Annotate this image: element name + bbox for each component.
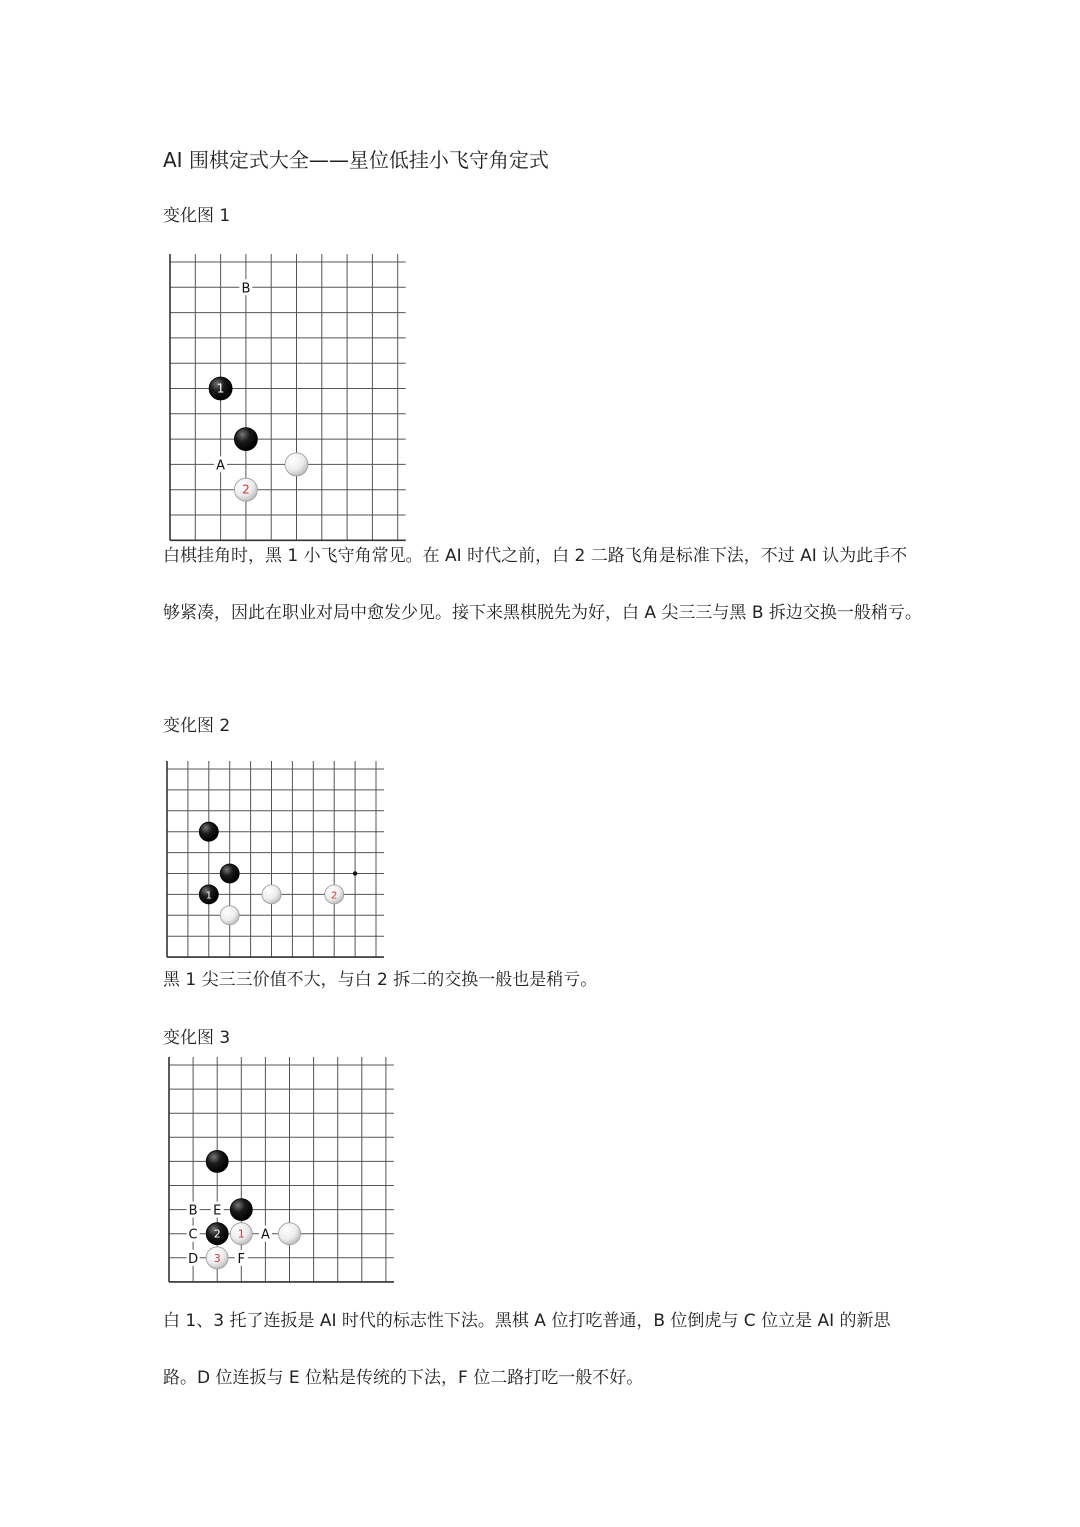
board-mark-c: C — [188, 1227, 198, 1243]
black-stone — [199, 822, 218, 841]
move-number: 2 — [331, 890, 338, 902]
board-mark-e: E — [213, 1203, 222, 1219]
white-stone — [262, 885, 281, 904]
board-mark-a: A — [216, 458, 226, 474]
black-stone — [220, 864, 239, 883]
white-stone — [285, 453, 308, 476]
figure-1-caption: 白棋挂角时，黑 1 小飞守角常见。在 AI 时代之前，白 2 二路飞角是标准下法，不过 AI 认为此手不够紧凑，因此在职业对局中愈发少见。接下来黑棋脱先为好，白 A 尖三三与黑 B 拆边交换一般稍亏。 — [163, 546, 922, 623]
go-board-figure-2 — [150, 750, 400, 950]
move-number: 2 — [242, 482, 250, 497]
black-stone — [234, 428, 257, 451]
move-number: 1 — [205, 890, 212, 902]
black-stone — [206, 1150, 228, 1172]
figure-1-label: 变化图 1 — [163, 206, 231, 226]
white-stone — [220, 906, 239, 925]
board-mark-b: B — [188, 1203, 198, 1219]
board-mark-f: F — [237, 1251, 246, 1267]
white-stone — [279, 1223, 301, 1245]
black-stone — [230, 1199, 252, 1221]
figure-2-caption: 黑 1 尖三三价值不大，与白 2 拆二的交换一般也是稍亏。 — [163, 970, 598, 990]
board-mark-b: B — [241, 281, 251, 297]
board-mark-a: A — [260, 1227, 270, 1243]
figure-2-label: 变化图 2 — [163, 716, 231, 736]
star-point — [353, 871, 357, 875]
move-number: 3 — [213, 1251, 221, 1265]
go-board-figure-1 — [150, 240, 400, 530]
board-mark-d: D — [188, 1251, 199, 1267]
figure-3-label: 变化图 3 — [163, 1028, 231, 1048]
go-board-figure-3 — [150, 1050, 400, 1300]
figure-3-caption: 白 1、3 托了连扳是 AI 时代的标志性下法。黑棋 A 位打吃普通，B 位倒虎与 C 位立是 AI 的新思路。D 位连扳与 E 位粘是传统的下法，F 位二路打吃一般不好。 — [163, 1311, 891, 1388]
move-number: 1 — [216, 381, 225, 396]
move-number: 2 — [213, 1227, 221, 1241]
move-number: 1 — [237, 1227, 245, 1241]
document-title: AI 围棋定式大全——星位低挂小飞守角定式 — [163, 148, 549, 172]
